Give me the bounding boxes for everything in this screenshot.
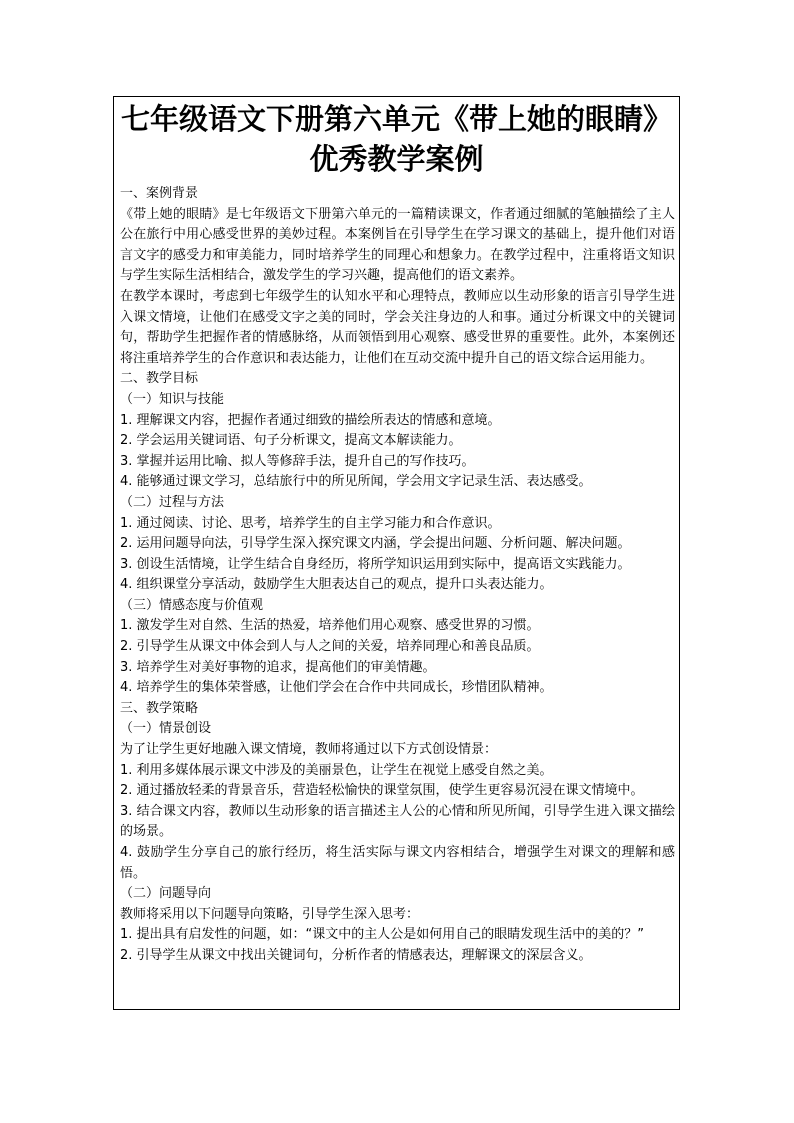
list-item: 2. 运用问题导向法，引导学生深入探究课文内涵，学会提出问题、分析问题、解决问题。 <box>120 536 631 552</box>
paragraph: 《带上她的眼睛》是七年级语文下册第六单元的一篇精读课文，作者通过细腻的笔触描绘了主人公在旅行中用心感受世界的美妙过程。本案例旨在引导学生在学习课文的基础上，提升他们对语言文字的感受力和审美能力，同时培养学生的同理心和想象力。在教学过程中，注重将语文知识与学生实际生活相结合，激发学生的学习兴趣，提高他们的语文素养。 <box>120 206 675 284</box>
paragraph: 在教学本课时，考虑到七年级学生的认知水平和心理特点，教师应以生动形象的语言引导学生进入课文情境，让他们在感受文字之美的同时，学会关注身边的人和事。通过分析课文中的关键词句，帮助学生把握作者的情感脉络，从而领悟到用心观察、感受世界的重要性。此外，本案例还将注重培养学生的合作意识和表达能力，让他们在互动交流中提升自己的语文综合运用能力。 <box>120 288 675 366</box>
title-line-2: 优秀教学案例 <box>309 142 484 176</box>
subsection-title: （一）情景创设 <box>120 721 212 737</box>
list-item: 2. 通过播放轻柔的背景音乐，营造轻松愉快的课堂氛围，使学生更容易沉浸在课文情境中。 <box>120 783 644 799</box>
section-heading: 一、案例背景 <box>120 186 199 201</box>
list-item: 4. 培养学生的集体荣誉感，让他们学会在合作中共同成长，珍惜团队精神。 <box>120 680 553 696</box>
subsection-title: （二）过程与方法 <box>120 494 225 510</box>
list-item: 4. 能够通过课文学习，总结旅行中的所见所闻，学会用文字记录生活、表达感受。 <box>120 474 592 490</box>
subsection-title: （一）知识与技能 <box>120 391 225 407</box>
subsection-title: （二）问题导向 <box>120 886 212 902</box>
document-title <box>114 99 679 179</box>
list-item: 1. 理解课文内容，把握作者通过细致的描绘所表达的情感和意境。 <box>120 412 501 428</box>
intro-text: 教师将采用以下问题导向策略，引导学生深入思考： <box>120 906 420 922</box>
section-heading: 三、教学策略 <box>120 700 199 716</box>
title-line-1: 七年级语文下册第六单元《带上她的眼睛》 <box>120 102 672 136</box>
list-item: 3. 培养学生对美好事物的追求，提高他们的审美情趣。 <box>120 659 436 675</box>
list-item: 4. 鼓励学生分享自己的旅行经历，将生活实际与课文内容相结合，增强学生对课文的理解和感悟。 <box>120 845 675 881</box>
list-item: 4. 组织课堂分享活动，鼓励学生大胆表达自己的观点，提升口头表达能力。 <box>120 577 553 593</box>
list-item: 1. 利用多媒体展示课文中涉及的美丽景色，让学生在视觉上感受自然之美。 <box>120 762 553 778</box>
list-item: 1. 通过阅读、讨论、思考，培养学生的自主学习能力和合作意识。 <box>120 515 501 531</box>
list-item: 3. 掌握并运用比喻、拟人等修辞手法，提升自己的写作技巧。 <box>120 453 475 469</box>
subsection-title: （三）情感态度与价值观 <box>120 597 264 613</box>
document-body <box>120 184 675 1009</box>
list-item: 1. 激发学生对自然、生活的热爱，培养他们用心观察、感受世界的习惯。 <box>120 618 540 634</box>
list-item: 1. 提出具有启发性的问题，如：“课文中的主人公是如何用自己的眼睛发现生活中的美的？” <box>120 927 645 943</box>
document-frame <box>113 96 680 1010</box>
list-item: 2. 引导学生从课文中体会到人与人之间的关爱，培养同理心和善良品质。 <box>120 639 540 655</box>
list-item: 3. 创设生活情境，让学生结合自身经历，将所学知识运用到实际中，提高语文实践能力。 <box>120 556 631 572</box>
list-item: 2. 引导学生从课文中找出关键词句，分析作者的情感表达，理解课文的深层含义。 <box>120 947 592 963</box>
intro-text: 为了让学生更好地融入课文情境，教师将通过以下方式创设情景： <box>120 742 498 758</box>
section-heading: 二、教学目标 <box>120 371 199 387</box>
list-item: 2. 学会运用关键词语、句子分析课文，提高文本解读能力。 <box>120 433 462 449</box>
list-item: 3. 结合课文内容，教师以生动形象的语言描述主人公的心情和所见所闻，引导学生进入课文描绘的场景。 <box>120 803 675 840</box>
